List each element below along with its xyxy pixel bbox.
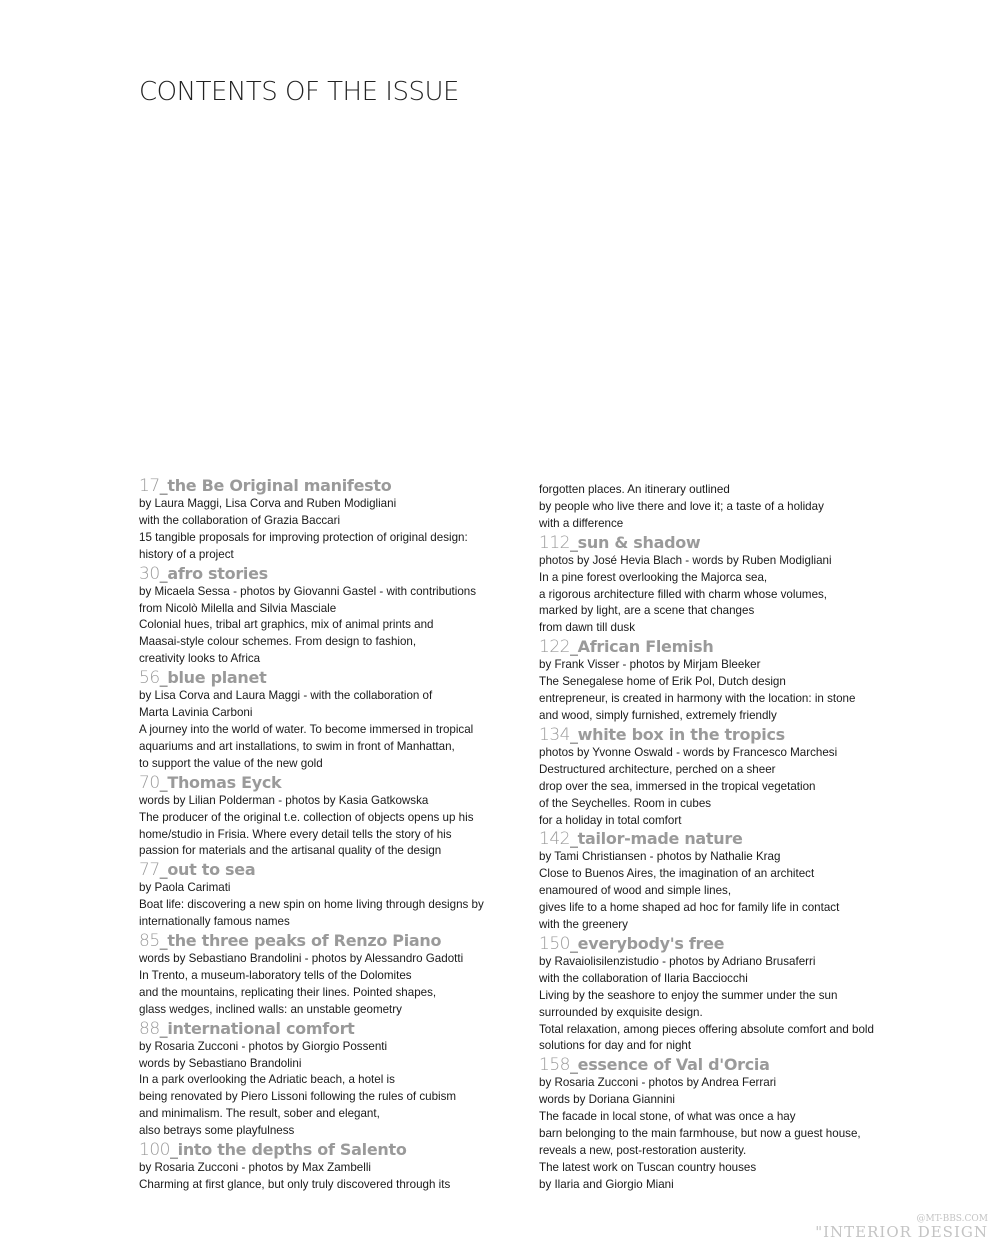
entry-text-line: of the Seychelles. Room in cubes — [539, 796, 712, 810]
page-number: 112 — [539, 532, 570, 553]
entry-heading: 70_Thomas Eyck — [139, 772, 282, 793]
article-title: tailor-made nature — [577, 829, 743, 849]
entry-text-line: by Lisa Corva and Laura Maggi - with the collaboration of — [139, 689, 433, 703]
entry-text-line: passion for materials and the artisanal quality of the design — [139, 844, 442, 858]
page-number: 85 — [139, 931, 160, 952]
entry-heading: 112_sun & shadow — [539, 532, 701, 553]
entry-text-line: gives life to a home shaped ad hoc for family life in contact — [539, 901, 840, 915]
watermark — [815, 1214, 988, 1240]
contents-entry — [539, 482, 919, 533]
entry-text-line: Total relaxation, among pieces offering absolute comfort and bold — [539, 1022, 874, 1036]
article-title: essence of Val d'Orcia — [577, 1055, 770, 1075]
entry-text-line: Colonial hues, tribal art graphics, mix of animal prints and — [139, 618, 434, 632]
article-title: blue planet — [167, 668, 267, 688]
contents-entry — [139, 1140, 519, 1194]
contents-entry — [139, 668, 519, 773]
contents-entry — [139, 476, 519, 564]
entry-heading: 158_essence of Val d'Orcia — [539, 1055, 770, 1076]
entry-text-line: Living by the seashore to enjoy the summer under the sun — [539, 988, 838, 1002]
entry-text-line: with the collaboration of Grazia Baccari — [139, 513, 341, 527]
contents-entry — [539, 725, 919, 830]
entry-text-line: Charming at first glance, but only truly discovered through its — [139, 1178, 451, 1191]
entry-text-line: words by Sebastiano Brandolini - photos by Alessandro Gadotti — [139, 952, 464, 966]
entry-heading: 88_international comfort — [139, 1018, 355, 1039]
page-title: CONTENTS OF THE ISSUE — [139, 77, 459, 108]
entry-text-line: Boat life: discovering a new spin on home living through designs by — [139, 898, 484, 912]
entry-text-line: with the greenery — [539, 918, 628, 932]
entry-text-line: by Rosaria Zucconi - photos by Giorgio Possenti — [139, 1039, 388, 1053]
entry-text-line: photos by José Hevia Blach - words by Ruben Modigliani — [539, 553, 832, 567]
article-title: sun & shadow — [577, 532, 701, 552]
contents-entry — [139, 773, 519, 861]
entry-text-line: with a difference — [539, 516, 624, 530]
entry-text-line: glass wedges, inclined walls: an unstable geometry — [139, 1002, 402, 1016]
article-title: international comfort — [167, 1018, 355, 1038]
entry-text-line: by Micaela Sessa - photos by Giovanni Gastel - with contributions — [139, 584, 477, 598]
entry-text-line: home/studio in Frisia. Where every detail tells the story of his — [139, 827, 452, 841]
contents-entry — [139, 860, 519, 931]
page-number: 134 — [539, 724, 570, 745]
entry-text-line: by Tami Christiansen - photos by Nathalie Krag — [539, 850, 781, 864]
entry-text-line: by Paola Carimati — [139, 881, 231, 895]
entry-text-line: Close to Buenos Aires, the imagination of an architect — [539, 867, 815, 881]
entry-text-line: In a park overlooking the Adriatic beach, a hotel is — [139, 1073, 395, 1087]
article-title: Thomas Eyck — [167, 772, 282, 792]
contents-entry — [539, 829, 919, 934]
page-number: 150 — [539, 933, 570, 954]
entry-text-line: words by Lilian Polderman - photos by Kasia Gatkowska — [139, 793, 429, 807]
entry-text-line: being renovated by Piero Lissoni following the rules of cubism — [139, 1090, 457, 1104]
entry-heading: 100_into the depths of Salento — [139, 1140, 407, 1161]
entry-heading: 77_out to sea — [139, 860, 256, 881]
page-number: 122 — [539, 637, 570, 658]
entry-heading: 150_everybody's free — [539, 933, 725, 954]
page-number: 17 — [139, 476, 160, 496]
page-number: 142 — [539, 829, 570, 850]
entry-text-line: forgotten places. An itinerary outlined — [539, 483, 730, 496]
page-number: 30 — [139, 563, 160, 584]
entry-text-line: to support the value of the new gold — [139, 756, 323, 770]
entry-text-line: photos by Yvonne Oswald - words by Francesco Marchesi — [539, 745, 838, 759]
entry-text-line: The latest work on Tuscan country houses — [539, 1160, 757, 1174]
entry-text-line: Destructured architecture, perched on a sheer — [539, 762, 776, 776]
entry-text-line: history of a project — [139, 547, 234, 561]
entry-text-line: The facade in local stone, of what was once a hay — [539, 1110, 796, 1124]
contents-entry — [539, 533, 919, 638]
entry-text-line: by Rosaria Zucconi - photos by Andrea Ferrari — [539, 1076, 777, 1090]
entry-text-line: reveals a new, post-restoration austerity. — [539, 1144, 747, 1157]
article-title: out to sea — [167, 860, 256, 880]
entry-text-line: drop over the sea, immersed in the tropical vegetation — [539, 779, 816, 793]
entry-text-line: The producer of the original t.e. collection of objects opens up his — [139, 810, 474, 824]
entry-heading: 56_blue planet — [139, 668, 267, 689]
entry-text-line: The Senegalese home of Erik Pol, Dutch design — [539, 675, 786, 689]
entry-text-line: barn belonging to the main farmhouse, but now a guest house, — [539, 1127, 861, 1141]
entry-text-line: and minimalism. The result, sober and elegant, — [139, 1107, 380, 1121]
article-title: the Be Original manifesto — [167, 476, 392, 495]
contents-entry — [139, 1019, 519, 1140]
entry-text-line: enamoured of wood and simple lines, — [539, 884, 732, 898]
contents-entry — [539, 637, 919, 725]
entry-text-line: also betrays some playfulness — [139, 1124, 295, 1138]
entry-text-line: and wood, simply furnished, extremely friendly — [539, 708, 777, 722]
entry-text-line: by Ravaiolisilenzistudio - photos by Adriano Brusaferri — [539, 954, 816, 968]
entry-text-line: 15 tangible proposals for improving protection of original design: — [139, 530, 468, 544]
entry-text-line: aquariums and art installations, to swim in front of Manhattan, — [139, 739, 455, 753]
entry-text-line: words by Sebastiano Brandolini — [139, 1056, 302, 1070]
contents-left-column — [139, 476, 519, 1194]
entry-text-line: Maasai-style colour schemes. From design to fashion, — [139, 635, 417, 649]
page-number: 100 — [139, 1140, 170, 1161]
entry-text-line: In Trento, a museum-laboratory tells of the Dolomites — [139, 968, 412, 982]
page-number: 77 — [139, 860, 160, 881]
entry-text-line: by Laura Maggi, Lisa Corva and Ruben Modigliani — [139, 497, 397, 510]
entry-text-line: surrounded by exquisite design. — [539, 1005, 703, 1019]
article-title: white box in the tropics — [577, 724, 785, 744]
contents-entry — [539, 934, 919, 1055]
article-title: the three peaks of Renzo Piano — [167, 931, 442, 951]
article-title: into the depths of Salento — [177, 1140, 407, 1160]
entry-text-line: a rigorous architecture filled with charm whose volumes, — [539, 587, 828, 601]
page-number: 56 — [139, 668, 160, 689]
page-number: 88 — [139, 1018, 160, 1039]
entry-heading: 17_the Be Original manifesto — [139, 476, 392, 496]
contents-entry — [139, 564, 519, 669]
entry-text-line: from dawn till dusk — [539, 621, 636, 635]
contents-entry — [539, 1055, 919, 1193]
article-title: everybody's free — [577, 933, 725, 953]
entry-heading: 134_white box in the tropics — [539, 724, 785, 745]
entry-text-line: by people who live there and love it; a taste of a holiday — [539, 499, 824, 513]
entry-heading: 30_afro stories — [139, 563, 268, 584]
entry-heading: 142_tailor-made nature — [539, 829, 743, 850]
watermark-text: "INTERIOR DESIGN — [815, 1223, 988, 1241]
entry-text-line: from Nicolò Milella and Silvia Masciale — [139, 601, 337, 615]
contents-right-column — [539, 482, 919, 1194]
entry-text-line: creativity looks to Africa — [139, 652, 261, 666]
entry-text-line: internationally famous names — [139, 915, 290, 929]
watermark-site: @MT-BBS.COM — [916, 1214, 988, 1224]
entry-text-line: with the collaboration of Ilaria Bacciocchi — [539, 971, 748, 985]
page-number: 158 — [539, 1055, 570, 1076]
entry-text-line: by Frank Visser - photos by Mirjam Bleeker — [539, 658, 761, 672]
entry-text-line: for a holiday in total comfort — [539, 813, 682, 827]
entry-text-line: Marta Lavinia Carboni — [139, 706, 253, 720]
entry-text-line: In a pine forest overlooking the Majorca sea, — [539, 570, 768, 584]
entry-heading: 85_the three peaks of Renzo Piano — [139, 931, 442, 952]
entry-text-line: marked by light, are a scene that changes — [539, 604, 755, 618]
entry-text-line: by Rosaria Zucconi - photos by Max Zambelli — [139, 1161, 371, 1175]
entry-text-line: entrepreneur, is created in harmony with the location: in stone — [539, 692, 856, 706]
contents-entry — [139, 931, 519, 1019]
article-title: afro stories — [167, 563, 268, 583]
entry-text-line: A journey into the world of water. To become immersed in tropical — [139, 722, 474, 736]
page-number: 70 — [139, 772, 160, 793]
entry-text-line: words by Doriana Giannini — [539, 1093, 675, 1107]
entry-text-line: solutions for day and for night — [539, 1039, 692, 1053]
entry-text-line: and the mountains, replicating their lines. Pointed shapes, — [139, 985, 437, 999]
entry-heading: 122_African Flemish — [539, 637, 714, 658]
entry-text-line: by Ilaria and Giorgio Miani — [539, 1177, 674, 1191]
article-title: African Flemish — [577, 637, 714, 657]
